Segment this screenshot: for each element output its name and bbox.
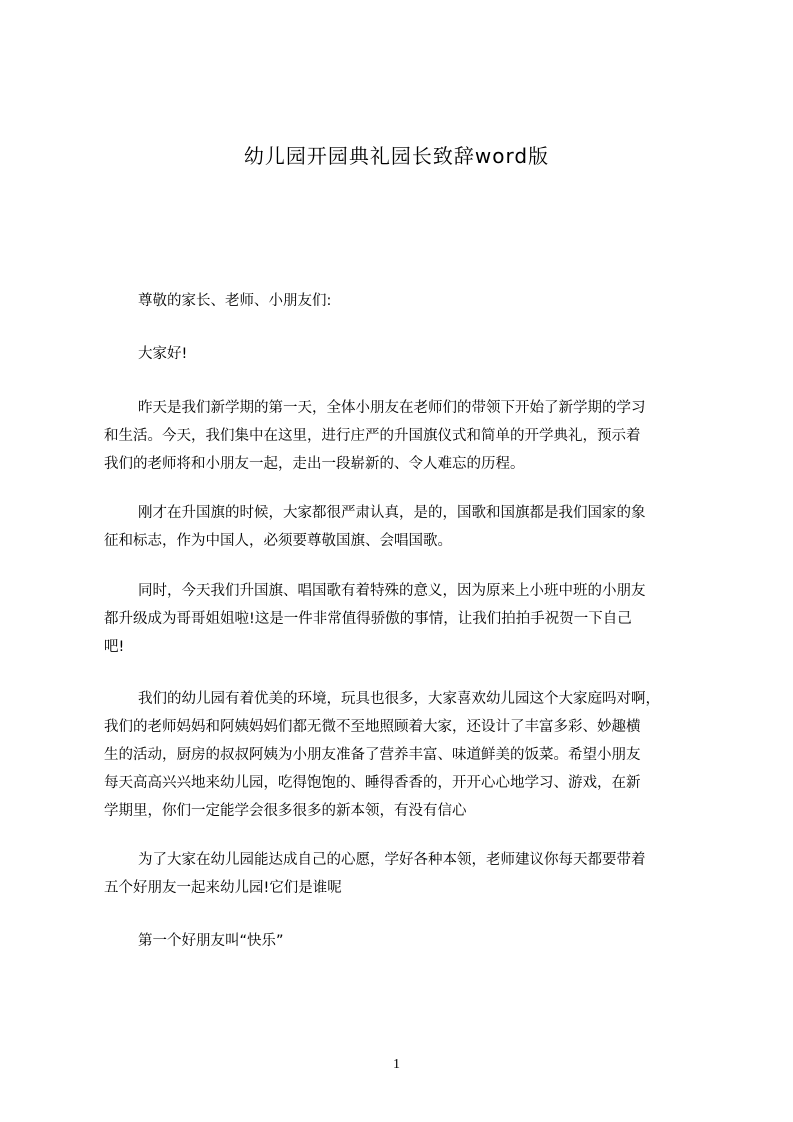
- paragraph-flag-raising: [104, 499, 700, 555]
- paragraph-line: 吧!: [104, 639, 125, 655]
- paragraph-line: 我们的老师将和小朋友一起，走出一段崭新的、令人难忘的历程。: [104, 456, 525, 472]
- paragraph-first-day: [104, 394, 700, 478]
- paragraph-greeting: [104, 340, 700, 368]
- paragraph-line: 五个好朋友一起来幼儿园!它们是谁呢: [104, 880, 342, 896]
- paragraph-line: 刚才在升国旗的时候，大家都很严肃认真，是的，国歌和国旗都是我们国家的象: [138, 505, 646, 521]
- paragraph-line: 和生活。今天，我们集中在这里，进行庄严的升国旗仪式和简单的开学典礼，预示着: [104, 428, 641, 444]
- paragraph-line: 都升级成为哥哥姐姐啦!这是一件非常值得骄傲的事情，让我们拍拍手祝贺一下自己: [104, 611, 632, 627]
- paragraph-five-friends: [104, 846, 700, 902]
- paragraph-line: 大家好!: [138, 346, 188, 362]
- page-number: 1: [393, 1057, 400, 1072]
- paragraph-line: 学期里，你们一定能学会很多很多的新本领，有没有信心: [104, 803, 467, 819]
- paragraph-line: 每天高高兴兴地来幼儿园，吃得饱饱的、睡得香香的，开开心心地学习、游戏，在新: [104, 775, 641, 791]
- paragraph-line: 昨天是我们新学期的第一天，全体小朋友在老师们的带领下开始了新学期的学习: [138, 400, 646, 416]
- paragraph-kindergarten-environment: [104, 685, 700, 825]
- paragraph-special-meaning: [104, 577, 700, 661]
- paragraph-first-friend: [104, 927, 700, 955]
- paragraph-salutation: [104, 287, 700, 315]
- paragraph-line: 为了大家在幼儿园能达成自己的心愿，学好各种本领，老师建议你每天都要带着: [138, 852, 646, 868]
- paragraph-line: 尊敬的家长、老师、小朋友们:: [138, 293, 332, 309]
- paragraph-line: 同时，今天我们升国旗、唱国歌有着特殊的意义，因为原来上小班中班的小朋友: [138, 583, 646, 599]
- paragraph-line: 生的活动，厨房的叔叔阿姨为小朋友准备了营养丰富、味道鲜美的饭菜。希望小朋友: [104, 747, 641, 763]
- paragraph-line: 征和标志，作为中国人，必须要尊敬国旗、会唱国歌。: [104, 533, 452, 549]
- paragraph-line: 我们的幼儿园有着优美的环境，玩具也很多，大家喜欢幼儿园这个大家庭吗对啊，: [138, 691, 660, 707]
- document-title: 幼儿园开园典礼园长致辞word版: [243, 144, 550, 168]
- paragraph-line: 我们的老师妈妈和阿姨妈妈们都无微不至地照顾着大家，还设计了丰富多彩、妙趣横: [104, 719, 641, 735]
- paragraph-line: 第一个好朋友叫“快乐”: [138, 933, 284, 949]
